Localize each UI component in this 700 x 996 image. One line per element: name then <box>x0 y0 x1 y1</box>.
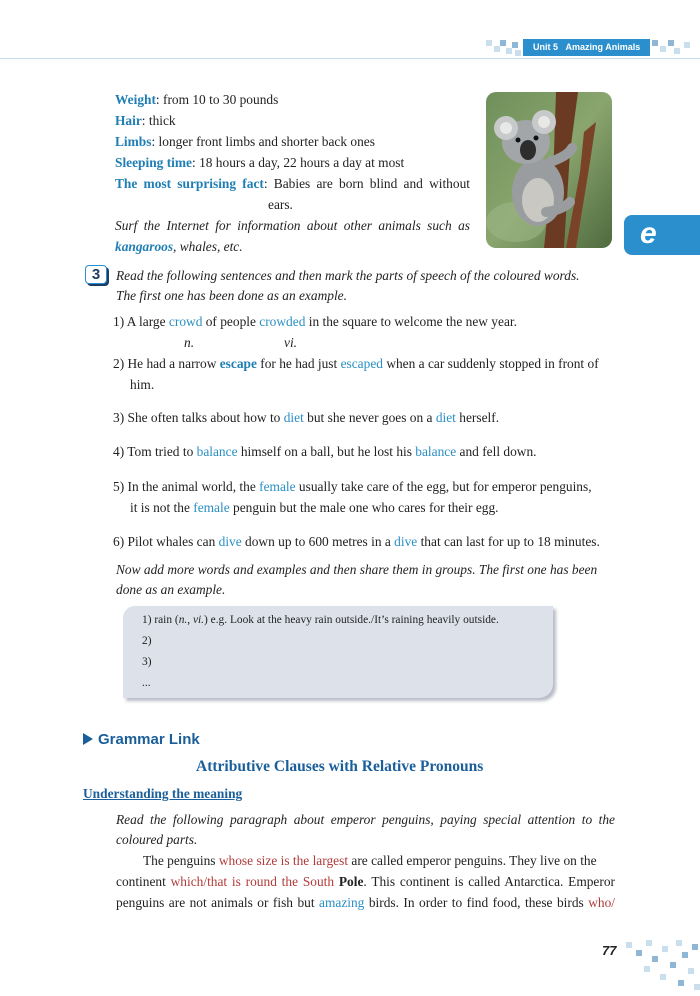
s6-text: down up to 600 metres in a <box>241 534 395 549</box>
s6-word-dive: dive <box>394 534 418 549</box>
para-blue-word: amazing <box>319 895 365 910</box>
s2-text: for he had just <box>256 356 341 371</box>
task3-instruction: Read the following sentences and then mark the parts of speech of the coloured words. <box>116 268 580 283</box>
sleep-value: : 18 hours a day, 22 hours a day at most <box>192 155 405 170</box>
para-text: birds. In order to find food, these birds <box>364 895 589 910</box>
grammar-instruction-cont: coloured parts. <box>116 832 198 847</box>
example-text: , <box>187 614 193 626</box>
koala-photo <box>486 92 612 248</box>
fact-label: The most surprising fact <box>115 176 264 191</box>
para-highlight: whose size is the largest <box>218 853 349 868</box>
unit-header-bar <box>523 39 650 56</box>
example-pos: n. <box>178 614 188 626</box>
sentence-4 <box>113 443 537 461</box>
limbs-label: Limbs <box>115 134 152 149</box>
subheading: Understanding the meaning <box>83 786 243 801</box>
triangle-arrow-icon <box>83 733 93 745</box>
sentence-1 <box>113 313 517 331</box>
s5-word-female: female <box>193 500 230 515</box>
example-text: ) e.g. Look at the heavy rain outside./It’s raining heavily outside. <box>204 614 499 626</box>
fact-surprising-cont: ears. <box>268 197 293 212</box>
weight-label: Weight <box>115 92 156 107</box>
sentence-2 <box>113 355 599 373</box>
example-pos: vi. <box>192 614 205 626</box>
para-text: The penguins <box>143 853 219 868</box>
unit-title: Amazing Animals <box>565 42 641 52</box>
s3-text: but she never goes on a <box>303 410 436 425</box>
para-bold-word: Pole <box>338 874 364 889</box>
s3-word-diet: diet <box>283 410 304 425</box>
page-number: 77 <box>602 943 617 958</box>
section-title: Attributive Clauses with Relative Pronouns <box>196 758 484 775</box>
para-text: penguins are not animals or fish but <box>116 895 320 910</box>
s3-text: herself. <box>455 410 500 425</box>
s2-word-escaped: escaped <box>340 356 383 371</box>
sentence-2-cont: him. <box>130 377 155 392</box>
sentence-5-cont <box>130 499 499 517</box>
paragraph-line-3 <box>116 894 615 912</box>
hair-label: Hair <box>115 113 142 128</box>
unit-label: Unit 5 <box>533 42 559 52</box>
s1-text: of people <box>202 314 260 329</box>
answer-n: n. <box>184 335 195 350</box>
s5-text: it is not the <box>130 500 194 515</box>
s2-text: 2) He had a narrow <box>113 356 220 371</box>
paragraph-line-2 <box>116 873 615 891</box>
fact-sleeping <box>115 154 404 172</box>
kangaroos-word: kangaroos <box>115 239 174 254</box>
surf-instruction-cont <box>115 238 243 256</box>
example-box <box>123 606 553 698</box>
more-instruction-cont: done as an example. <box>116 582 226 597</box>
s1-word-crowd: crowd <box>168 314 203 329</box>
para-text: continent <box>116 874 171 889</box>
s5-text: usually take care of the egg, but for emperor penguins, <box>295 479 592 494</box>
example-line-4: ... <box>142 677 151 689</box>
s5-text: 5) In the animal world, the <box>113 479 260 494</box>
e-letter-icon: e <box>640 217 657 250</box>
s3-word-diet: diet <box>435 410 456 425</box>
grammar-heading-text: Grammar Link <box>98 731 200 748</box>
fact-value: : Babies are born blind and without <box>263 176 470 191</box>
grammar-link-heading <box>83 730 200 750</box>
side-tab <box>624 215 700 255</box>
s6-text: that can last for up to 18 minutes. <box>417 534 600 549</box>
fact-surprising <box>115 175 470 193</box>
s2-text: when a car suddenly stopped in front of <box>382 356 599 371</box>
s4-word-balance: balance <box>415 444 457 459</box>
para-highlight: which/that is round the South <box>170 874 339 889</box>
fact-limbs <box>115 133 375 151</box>
example-line-1 <box>142 611 499 629</box>
s5-word-female: female <box>259 479 296 494</box>
sleep-label: Sleeping time <box>115 155 192 170</box>
para-text: . This continent is called Antarctica. Emperor <box>363 874 615 889</box>
fact-weight <box>115 91 278 109</box>
weight-value: : from 10 to 30 pounds <box>155 92 279 107</box>
s1-word-crowded: crowded <box>259 314 306 329</box>
s5-text: penguin but the male one who cares for their egg. <box>229 500 499 515</box>
surf-rest: , whales, etc. <box>173 239 243 254</box>
surf-instruction: Surf the Internet for information about other animals such as <box>115 218 470 233</box>
para-highlight: who/ <box>588 895 615 910</box>
header-rule <box>0 58 700 59</box>
limbs-value: : longer front limbs and shorter back ones <box>151 134 375 149</box>
s6-word-dive: dive <box>218 534 242 549</box>
s4-text: and fell down. <box>456 444 537 459</box>
example-line-2: 2) <box>142 635 152 647</box>
s2-word-escape: escape <box>219 356 257 371</box>
example-text: 1) rain ( <box>142 614 179 626</box>
task-number-badge: 3 <box>85 265 107 284</box>
s6-text: 6) Pilot whales can <box>113 534 219 549</box>
sentence-5 <box>113 478 592 496</box>
example-line-3: 3) <box>142 656 152 668</box>
s4-text: 4) Tom tried to <box>113 444 197 459</box>
task3-instruction-cont: The first one has been done as an example. <box>116 288 347 303</box>
more-instruction: Now add more words and examples and then share them in groups. The first one has been <box>116 562 598 577</box>
s1-text: in the square to welcome the new year. <box>305 314 517 329</box>
hair-value: : thick <box>141 113 176 128</box>
s4-word-balance: balance <box>196 444 238 459</box>
s1-text: 1) A large <box>113 314 169 329</box>
fact-hair <box>115 112 176 130</box>
s3-text: 3) She often talks about how to <box>113 410 284 425</box>
grammar-instruction: Read the following paragraph about emperor penguins, paying special attention to the <box>116 812 615 827</box>
answer-vi: vi. <box>284 335 298 350</box>
sentence-3 <box>113 409 499 427</box>
s4-text: himself on a ball, but he lost his <box>237 444 416 459</box>
para-text: are called emperor penguins. They live on the <box>348 853 597 868</box>
paragraph-line-1 <box>143 852 597 870</box>
sentence-6 <box>113 533 600 551</box>
